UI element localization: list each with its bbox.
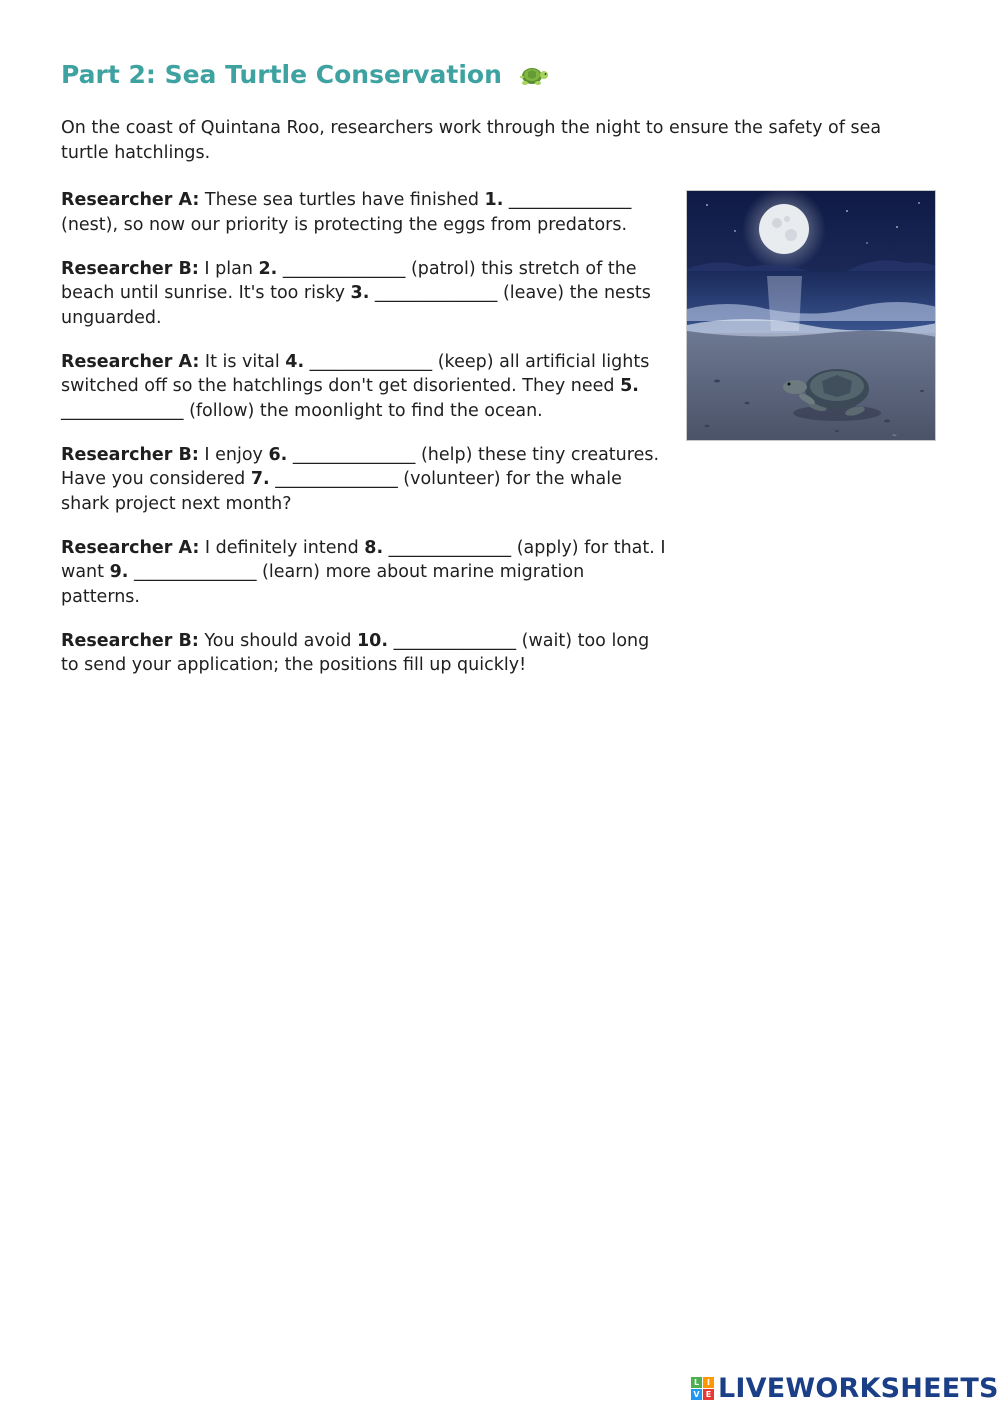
turn-text: ______________ (volunteer) for the whale shark project next month? (61, 469, 622, 514)
blank-number: 2. (258, 258, 278, 279)
turn-text: ______________ (help) these tiny creatures. Have you considered (61, 444, 660, 489)
speaker-label: Researcher B: (61, 444, 199, 465)
blank-number: 7. (250, 469, 270, 489)
speaker-label: Researcher A: (61, 190, 200, 210)
dialogue (61, 188, 667, 697)
turn-text: You should avoid (198, 630, 357, 651)
turn-text: I definitely intend (199, 537, 365, 558)
turn-text: ______________ (apply) for that. I want (61, 537, 666, 582)
turn-text: ______________ (keep) all artificial lights switched off so the hatchlings don't get disoriented. They need (61, 351, 650, 396)
turn-text: ______________ (nest), so now our priority is protecting the eggs from predators. (61, 190, 632, 235)
dialogue-turn (61, 629, 667, 678)
logo-mark-letter: L (691, 1377, 702, 1388)
dialogue-turn (61, 350, 667, 424)
blank-number: 3. (350, 283, 370, 303)
sea-turtle-beach-image (686, 190, 936, 441)
dialogue-turn (61, 443, 667, 517)
blank-number: 10. (357, 630, 389, 651)
liveworksheets-logo (691, 1372, 999, 1404)
logo-text: LIVEWORKSHEETS (718, 1372, 999, 1404)
turn-text: ______________ (follow) the moonlight to find the ocean. (61, 400, 543, 421)
svg-text:~: ~ (892, 432, 898, 439)
turn-text: I enjoy (198, 444, 269, 465)
intro-paragraph: On the coast of Quintana Roo, researchers work through the night to ensure the safety of sea turtle hatchlings. (61, 118, 882, 163)
dialogue-turn (61, 257, 667, 331)
dialogue-turn (61, 536, 667, 610)
dialogue-turn (61, 188, 667, 237)
page-title (61, 60, 549, 93)
speaker-label: Researcher B: (61, 258, 199, 279)
turn-text: ______________ (leave) the nests unguarded. (61, 283, 651, 328)
logo-mark-letter: V (691, 1389, 702, 1400)
turn-text: ______________ (patrol) this stretch of the beach until sunrise. It's too risky (61, 258, 637, 303)
turtle-icon (519, 63, 549, 93)
blank-number: 5. (620, 376, 639, 396)
page-title-text: Part 2: Sea Turtle Conservation (61, 60, 502, 89)
blank-number: 8. (364, 537, 384, 558)
blank-number: 9. (109, 562, 129, 582)
logo-mark (691, 1377, 714, 1400)
blank-number: 4. (285, 351, 305, 372)
turn-text: These sea turtles have finished (199, 190, 485, 210)
speaker-label: Researcher A: (61, 351, 200, 372)
speaker-label: Researcher B: (61, 630, 199, 651)
turn-text: ______________ (wait) too long to send your application; the positions fill up quickly! (61, 630, 650, 675)
turn-text: It is vital (199, 351, 286, 372)
turn-text: I plan (198, 258, 259, 279)
blank-number: 1. (484, 190, 504, 210)
speaker-label: Researcher A: (61, 537, 200, 558)
logo-mark-letter: E (703, 1389, 714, 1400)
turn-text: ______________ (learn) more about marine migration patterns. (61, 562, 585, 607)
logo-mark-letter: I (703, 1377, 714, 1388)
blank-number: 6. (268, 444, 288, 465)
